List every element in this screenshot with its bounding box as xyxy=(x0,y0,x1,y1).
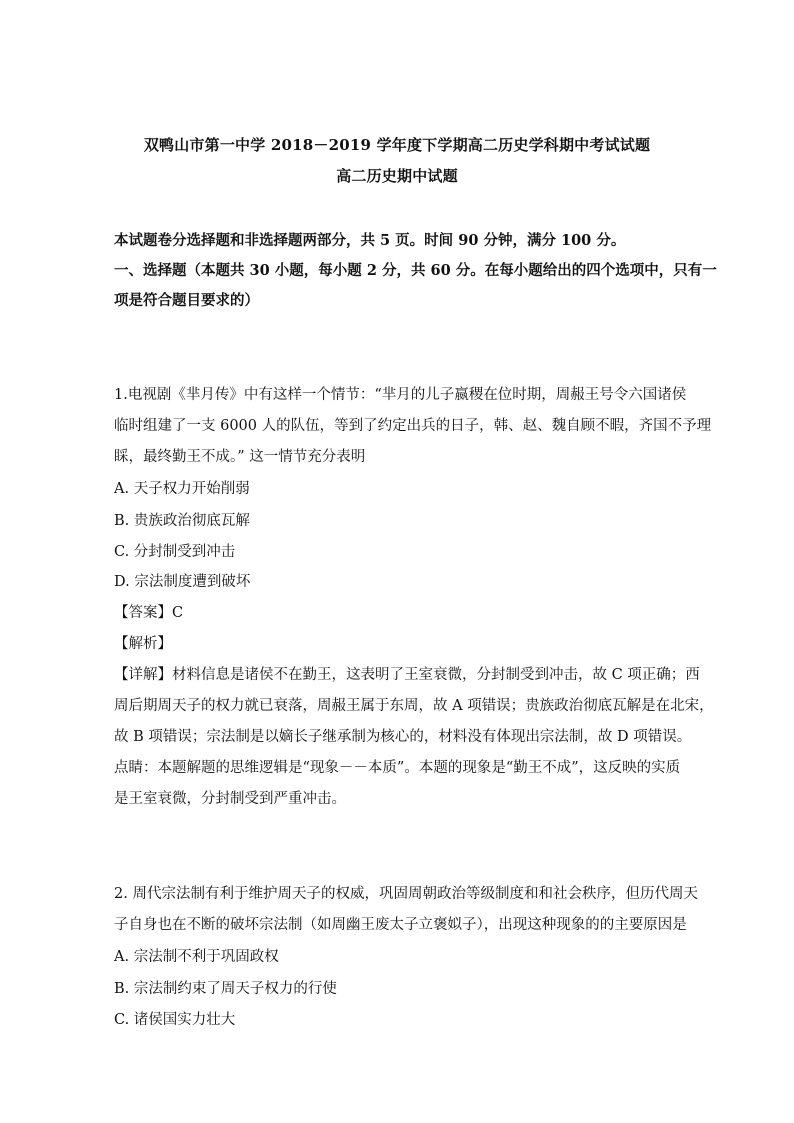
question-1-option-c: C. 分封制受到冲击 xyxy=(114,544,236,560)
question-1-detail-line-2: 周后期周天子的权力就已衰落，周赧王属于东周，故 A 项错误；贵族政治彻底瓦解是在北宋， xyxy=(114,698,714,714)
exam-note: 本试题卷分选择题和非选择题两部分，共 5 页。时间 90 分钟，满分 100 分。 xyxy=(114,232,626,249)
section-heading-line-2: 项是符合题目要求的） xyxy=(114,292,259,309)
question-1-option-d: D. 宗法制度遭到破坏 xyxy=(114,574,251,590)
question-1-tip-line-2: 是王室衰微，分封制受到严重冲击。 xyxy=(114,791,346,807)
question-2-stem-line-2: 子自身也在不断的破坏宗法制（如周幽王废太子立褒姒子），出现这种现象的的主要原因是 xyxy=(114,917,687,933)
question-2-option-c: C. 诸侯国实力壮大 xyxy=(114,1012,236,1028)
question-2-option-a: A. 宗法制不利于巩固政权 xyxy=(114,949,279,965)
question-1-stem-line-3: 睬，最终勤王不成。” 这一情节充分表明 xyxy=(114,449,366,465)
question-2-option-b: B. 宗法制约束了周天子权力的行使 xyxy=(114,981,337,997)
question-1-option-b: B. 贵族政治彻底瓦解 xyxy=(114,513,250,529)
question-1-analysis-label: 【解析】 xyxy=(114,636,172,652)
question-1-detail-line-1: 【详解】材料信息是诸侯不在勤王，这表明了王室衰微，分封制受到冲击，故 C 项正确；西 xyxy=(114,667,700,683)
document-title: 双鸭山市第一中学 2018－2019 学年度下学期高二历史学科期中考试试题 xyxy=(143,136,651,154)
document-subtitle: 高二历史期中试题 xyxy=(336,167,458,185)
question-2-stem-line-1: 2. 周代宗法制有利于维护周天子的权威，巩固周朝政治等级制度和和社会秩序，但历代周天 xyxy=(114,886,698,902)
question-1-stem-line-2: 临时组建了一支 6000 人的队伍，等到了约定出兵的日子，韩、赵、魏自顾不暇，齐国不予理 xyxy=(114,418,712,434)
question-1-detail-line-3: 故 B 项错误；宗法制是以嫡长子继承制为核心的，材料没有体现出宗法制，故 D 项错误。 xyxy=(114,729,692,745)
question-1-stem-line-1: 1.电视剧《芈月传》中有这样一个情节：“芈月的儿子嬴稷在位时期，周赧王号令六国诸侯 xyxy=(114,387,687,403)
section-heading-line-1: 一、选择题（本题共 30 小题，每小题 2 分，共 60 分。在每小题给出的四个选项中，只有一 xyxy=(114,262,717,279)
question-1-answer: 【答案】C xyxy=(114,605,184,621)
question-1-tip-line-1: 点睛：本题解题的思维逻辑是“现象－－本质”。本题的现象是“勤王不成”，这反映的实质 xyxy=(114,760,681,776)
question-1-option-a: A. 天子权力开始削弱 xyxy=(114,481,250,497)
